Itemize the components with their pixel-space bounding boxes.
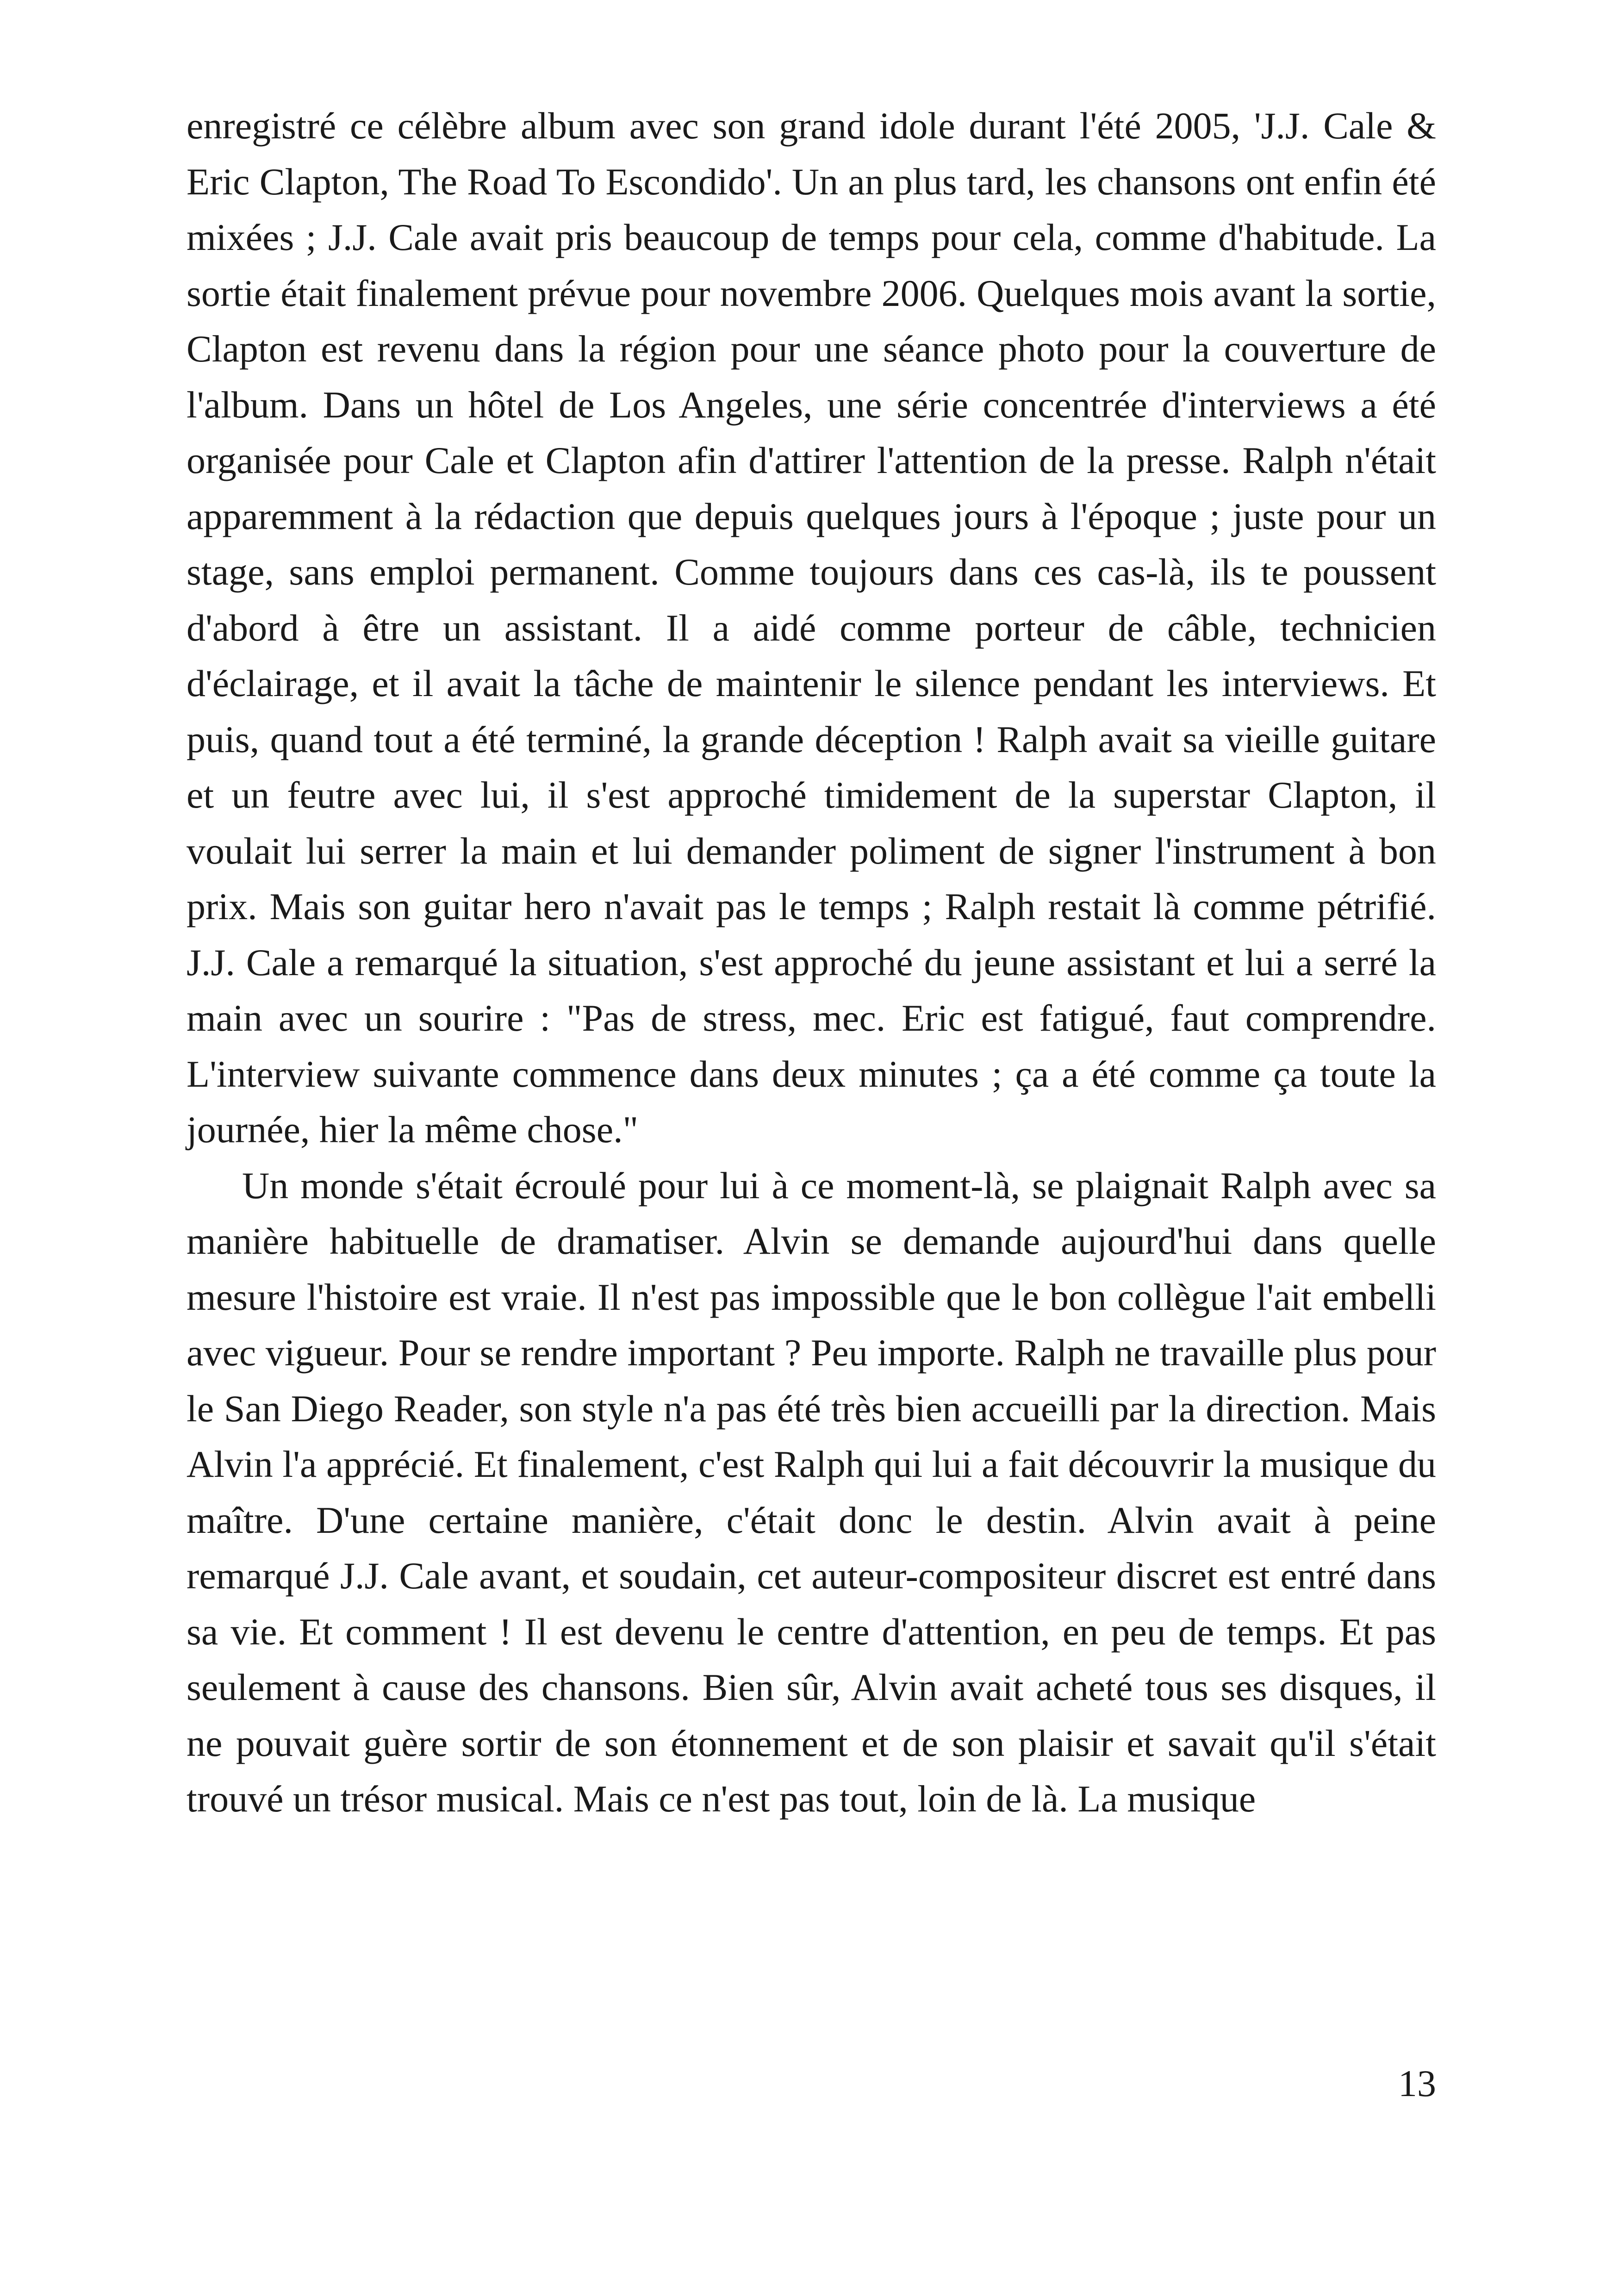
paragraph: Un monde s'était écroulé pour lui à ce moment-là, se plaignait Ralph avec sa manière habituelle de dramatiser. Alvin se demande aujourd'hui dans quelle mesure l'histoire est vraie. Il n'est pas impossible que le bon collègue l'ait embelli avec vigueur. Pour se rendre important ? Peu importe. Ralph ne travaille plus pour le San Diego Reader, son style n'a pas été très bien accueilli par la direction. Mais Alvin l'a apprécié. Et finalement, c'est Ralph qui lui a fait découvrir la musique du maître. D'une certaine manière, c'était donc le destin. Alvin avait à peine remarqué J.J. Cale avant, et soudain, cet auteur-compositeur discret est entré dans sa vie. Et comment ! Il est devenu le centre d'attention, en peu de temps. Et pas seulement à cause des chansons. Bien sûr, Alvin avait acheté tous ses disques, il ne pouvait guère sortir de son étonnement et de son plaisir et savait qu'il s'était trouvé un trésor musical. Mais ce n'est pas tout, loin de là. La musique (187, 1164, 1436, 1820)
body-text (187, 98, 1436, 1827)
paragraph: enregistré ce célèbre album avec son grand idole durant l'été 2005, 'J.J. Cale & Eric Clapton, The Road To Escondido'. Un an plus tard, les chansons ont enfin été mixées ; J.J. Cale avait pris beaucoup de temps pour cela, comme d'habitude. La sortie était finalement prévue pour novembre 2006. Quelques mois avant la sortie, Clapton est revenu dans la région pour une séance photo pour la couverture de l'album. Dans un hôtel de Los Angeles, une série concentrée d'interviews a été organisée pour Cale et Clapton afin d'attirer l'attention de la presse. Ralph n'était apparemment à la rédaction que depuis quelques jours à l'époque ; juste pour un stage, sans emploi permanent. Comme toujours dans ces cas-là, ils te poussent d'abord à être un assistant. Il a aidé comme porteur de câble, technicien d'éclairage, et il avait la tâche de maintenir le silence pendant les interviews. Et puis, quand tout a été terminé, la grande déception ! Ralph avait sa vieille guitare et un feutre avec lui, il s'est approché timidement de la superstar Clapton, il voulait lui serrer la main et lui demander poliment de signer l'instrument à bon prix. Mais son guitar hero n'avait pas le temps ; Ralph restait là comme pétrifié. J.J. Cale a remarqué la situation, s'est approché du jeune assistant et lui a serré la main avec un sourire : "Pas de stress, mec. Eric est fatigué, faut comprendre. L'interview suivante commence dans deux minutes ; ça a été comme ça toute la journée, hier la même chose." (187, 105, 1436, 1151)
page-number: 13 (1398, 2062, 1436, 2104)
